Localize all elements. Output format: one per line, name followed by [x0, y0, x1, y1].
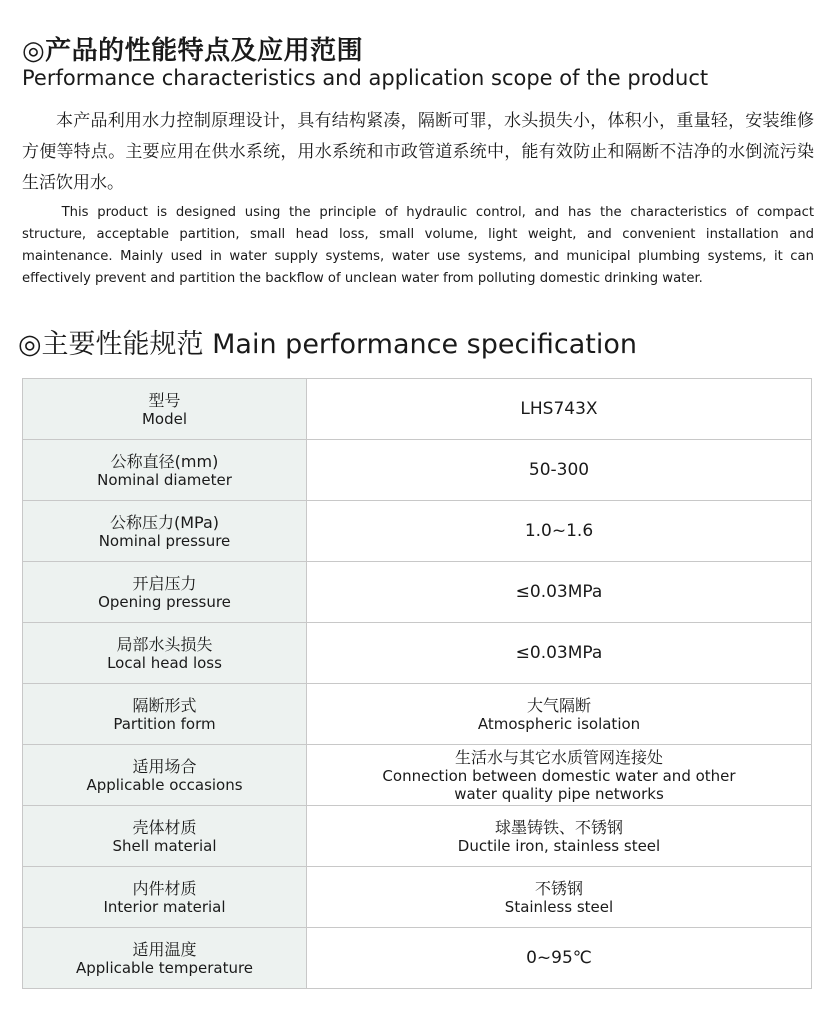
spec-value-en: Connection between domestic water and other water quality pipe networks: [382, 766, 736, 803]
spec-label-en: Partition form: [113, 714, 216, 733]
spec-label-en: Interior material: [103, 897, 226, 916]
table-row: [23, 440, 812, 501]
table-row: [23, 867, 812, 928]
spec-value-en: Stainless steel: [504, 897, 614, 916]
spec-value-cn: 生活水与其它水质管网连接处: [454, 747, 663, 767]
spec-label-cell: [23, 745, 307, 806]
spec-section-title: ◎主要性能规范 Main performance specification: [18, 329, 637, 360]
section-title-cn: ◎产品的性能特点及应用范围: [22, 36, 364, 66]
spec-label-cell: [23, 623, 307, 684]
spec-value-cn: 大气隔断: [526, 695, 591, 715]
spec-table: [22, 378, 812, 989]
table-row: [23, 806, 812, 867]
spec-value-cell: [307, 806, 812, 867]
spec-label-en: Opening pressure: [98, 592, 231, 611]
spec-label-cell: [23, 684, 307, 745]
spec-value: 1.0~1.6: [524, 521, 594, 541]
table-row: [23, 501, 812, 562]
spec-value-cell: [307, 623, 812, 684]
spec-label-en: Nominal pressure: [98, 531, 231, 550]
spec-value: ≤0.03MPa: [515, 582, 603, 602]
spec-label-cell: [23, 928, 307, 989]
spec-label-cell: [23, 867, 307, 928]
spec-label-cn: 内件材质: [132, 878, 197, 898]
spec-label-en: Nominal diameter: [97, 470, 232, 489]
spec-label-cell: [23, 440, 307, 501]
spec-label-cn: 适用场合: [132, 756, 197, 776]
spec-label-cn: 开启压力: [132, 573, 197, 593]
spec-label-cn: 壳体材质: [132, 817, 197, 837]
spec-label-en: Applicable temperature: [75, 958, 254, 977]
table-row: [23, 745, 812, 806]
spec-value: LHS743X: [520, 399, 598, 419]
spec-value: ≤0.03MPa: [515, 643, 603, 663]
spec-value-cn: 不锈钢: [534, 878, 583, 898]
spec-label-en: Applicable occasions: [86, 775, 243, 794]
spec-label-cn: 适用温度: [132, 939, 197, 959]
spec-label-cell: [23, 806, 307, 867]
spec-label-cell: [23, 501, 307, 562]
spec-label-en: Shell material: [112, 836, 217, 855]
spec-label-cn: 公称直径(mm): [110, 451, 219, 471]
table-row: [23, 562, 812, 623]
spec-value: 50-300: [528, 460, 590, 480]
spec-label-en: Local head loss: [107, 653, 222, 672]
table-row: [23, 684, 812, 745]
spec-value-en: Atmospheric isolation: [477, 714, 641, 733]
spec-value-cn: 球墨铸铁、不锈钢: [494, 817, 623, 837]
spec-label-cn: 局部水头损失: [116, 634, 213, 654]
table-row: [23, 928, 812, 989]
spec-value-en: Ductile iron, stainless steel: [457, 836, 661, 855]
spec-value-cell: [307, 562, 812, 623]
section-title-en: Performance characteristics and application scope of the product: [22, 66, 709, 90]
spec-label-cn: 型号: [148, 390, 181, 410]
spec-value-cell: [307, 928, 812, 989]
spec-label-cell: [23, 379, 307, 440]
spec-value-cell: [307, 684, 812, 745]
table-row: [23, 379, 812, 440]
spec-value-cell: [307, 379, 812, 440]
spec-value-cell: [307, 745, 812, 806]
intro-paragraph-en: This product is designed using the principle of hydraulic control, and has the characteristics of compact structure, acceptable partition, small head loss, small volume, light weight, and convenient installation and maintenance. Mainly used in water supply systems, water use systems, and municipal plumbing systems, it can effectively prevent and partition the backflow of unclean water from polluting domestic drinking water.: [22, 205, 814, 286]
table-row: [23, 623, 812, 684]
spec-value-cell: [307, 867, 812, 928]
spec-label-cn: 公称压力(MPa): [109, 512, 220, 532]
spec-value: 0~95℃: [526, 948, 592, 968]
intro-paragraph-cn: 本产品利用水力控制原理设计，具有结构紧凑，隔断可罪，水头损失小，体积小，重量轻，安装维修方便等特点。主要应用在供水系统，用水系统和市政管道系统中，能有效防止和隔断不洁净的水倒流污染生活饮用水。: [22, 111, 814, 193]
spec-value-cell: [307, 440, 812, 501]
spec-value-cell: [307, 501, 812, 562]
spec-label-en: Model: [141, 409, 188, 428]
spec-label-cell: [23, 562, 307, 623]
spec-label-cn: 隔断形式: [132, 695, 197, 715]
